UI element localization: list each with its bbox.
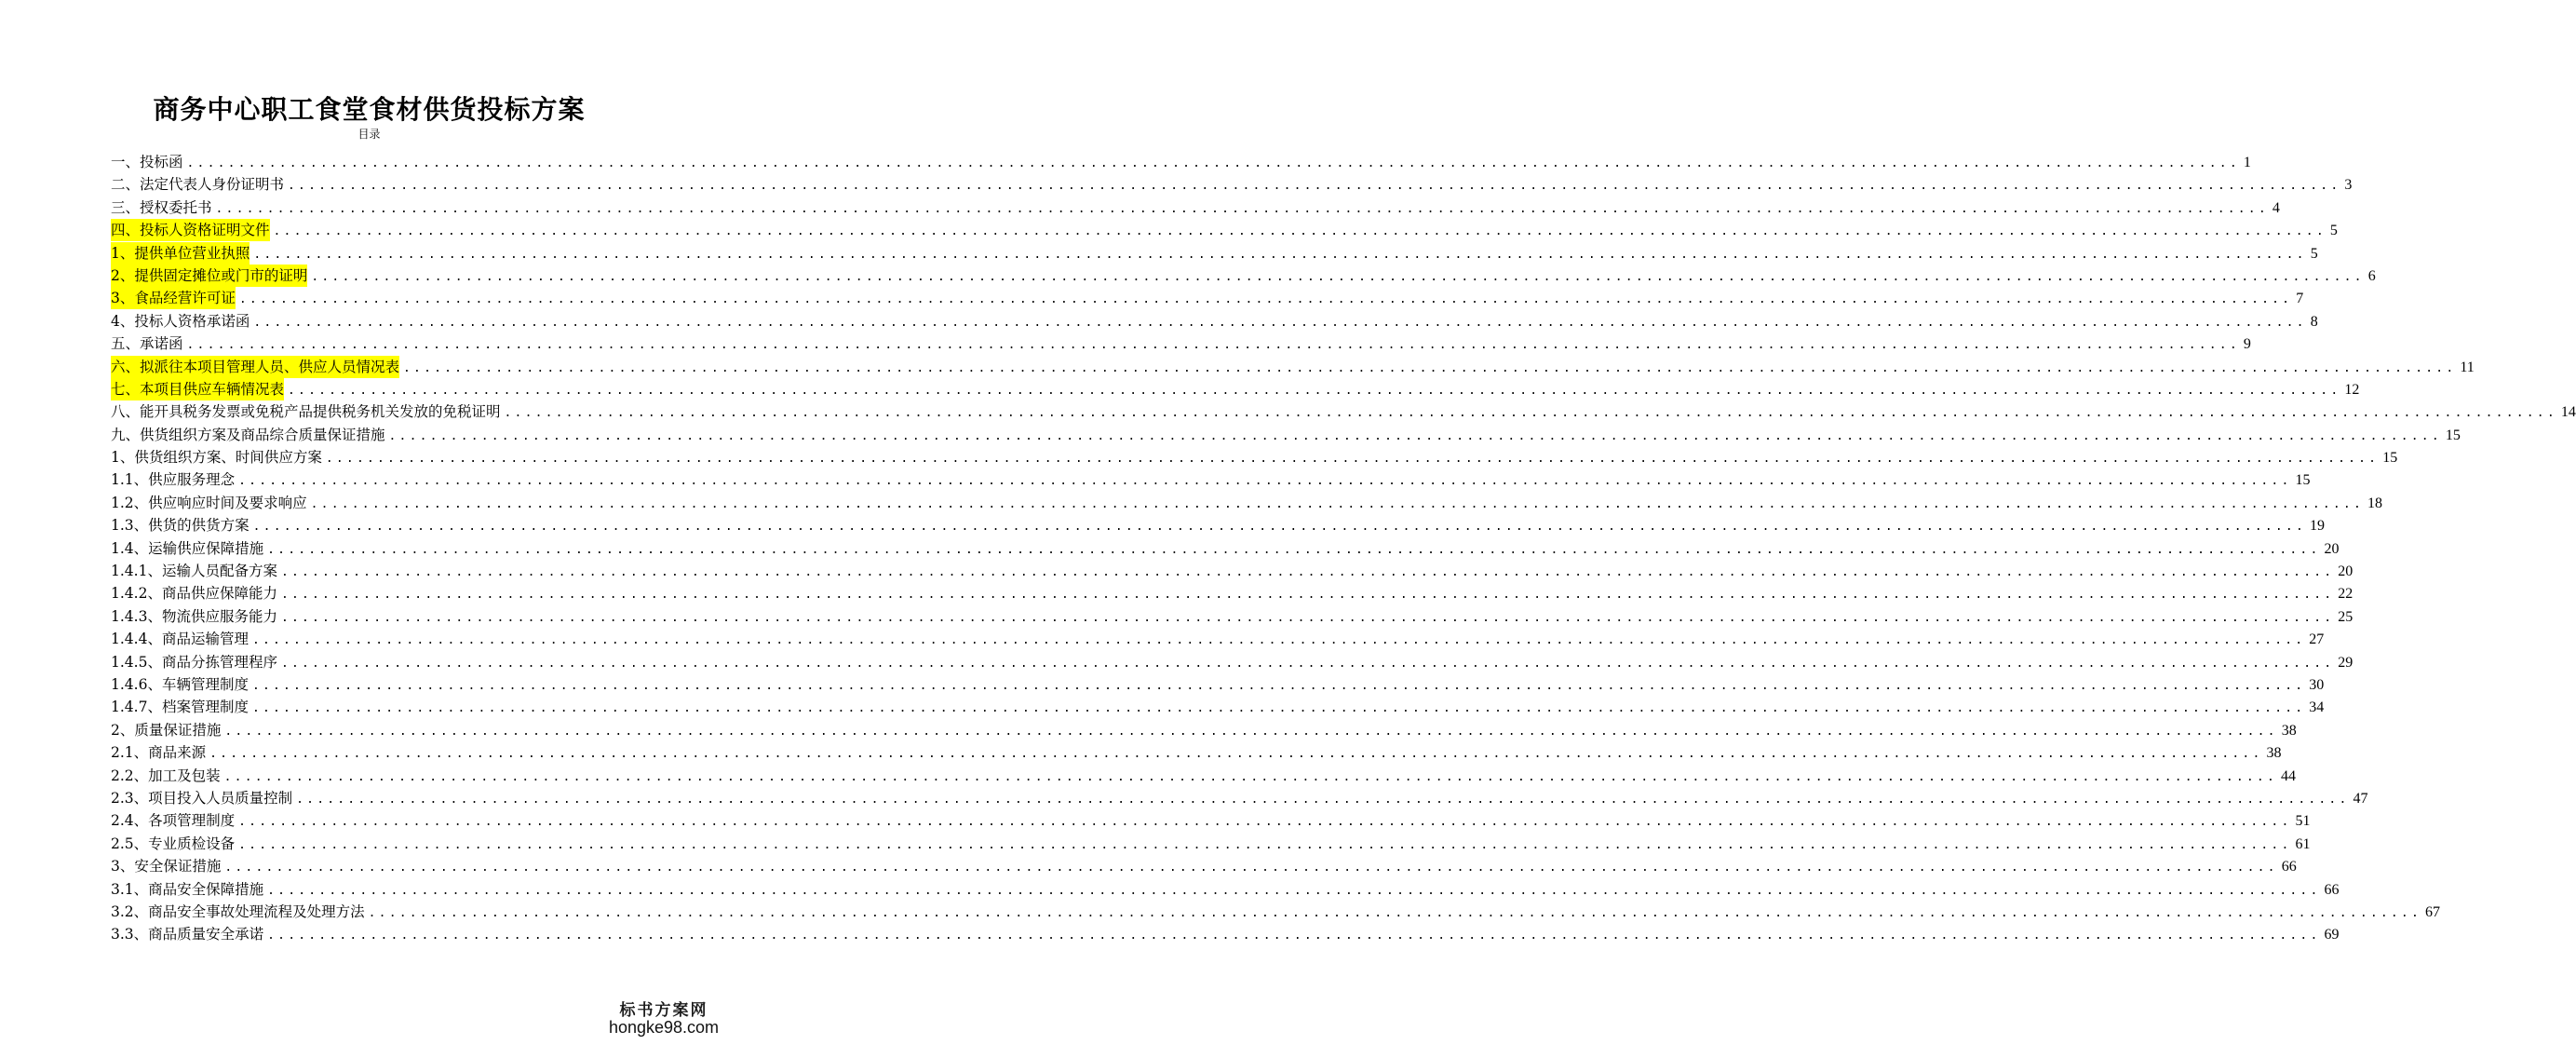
toc-entry[interactable] bbox=[111, 173, 2353, 196]
toc-entry-label: 2.2、加工及包装 bbox=[111, 767, 221, 784]
toc-entry-page: 69 bbox=[2324, 927, 2340, 943]
toc-leader-dots: ........................................................................................................................................................................................................ bbox=[223, 769, 2277, 784]
toc-entry[interactable] bbox=[111, 265, 2376, 287]
toc-leader-dots: ........................................................................................................................................................................................................ bbox=[224, 861, 2278, 875]
toc-leader-dots: ........................................................................................................................................................................................................ bbox=[238, 815, 2292, 830]
toc-entry[interactable] bbox=[111, 492, 2382, 514]
toc-entry[interactable] bbox=[111, 787, 2368, 809]
toc-entry-label: 3.1、商品安全保障措施 bbox=[111, 880, 264, 898]
toc-entry-label: 2.3、项目投入人员质量控制 bbox=[111, 789, 293, 807]
toc-leader-dots: ........................................................................................................................................................................................................ bbox=[368, 905, 2421, 920]
toc-leader-dots: ........................................................................................................................................................................................................ bbox=[186, 338, 2240, 353]
toc-leader-dots: ........................................................................................................................................................................................................ bbox=[253, 315, 2307, 330]
watermark bbox=[603, 997, 724, 1038]
toc-entry-page: 19 bbox=[2310, 518, 2325, 535]
toc-entry[interactable] bbox=[111, 197, 2280, 219]
toc-entry-page: 61 bbox=[2295, 835, 2311, 852]
toc-entry-label: 六、拟派往本项目管理人员、供应人员情况表 bbox=[111, 356, 399, 378]
toc-entry-page: 4 bbox=[2272, 199, 2280, 216]
toc-entry-label: 1、供货组织方案、时间供应方案 bbox=[111, 449, 322, 467]
toc-heading: 目录 bbox=[357, 128, 381, 141]
toc-entry[interactable] bbox=[111, 833, 2311, 855]
toc-leader-dots: ........................................................................................................................................................................................................ bbox=[267, 929, 2321, 943]
toc-entry-label: 1.1、供应服务理念 bbox=[111, 471, 236, 489]
toc-entry-label: 1.3、供货的供货方案 bbox=[111, 517, 250, 535]
toc-leader-dots: ........................................................................................................................................................................................................ bbox=[251, 633, 2306, 648]
toc-entry-label: 七、本项目供应车辆情况表 bbox=[111, 378, 284, 400]
toc-entry-page: 15 bbox=[2445, 427, 2461, 443]
toc-leader-dots: ........................................................................................................................................................................................................ bbox=[238, 292, 2293, 307]
toc-leader-dots: ........................................................................................................................................................................................................ bbox=[311, 269, 2365, 284]
toc-entry-page: 67 bbox=[2425, 903, 2440, 920]
toc-entry[interactable] bbox=[111, 673, 2325, 696]
toc-entry[interactable] bbox=[111, 855, 2297, 877]
toc-entry-label: 3、食品经营许可证 bbox=[111, 287, 236, 309]
toc-entry-page: 14 bbox=[2560, 404, 2576, 421]
toc-entry[interactable] bbox=[111, 741, 2282, 764]
toc-entry-page: 18 bbox=[2367, 495, 2382, 511]
watermark-site-url: hongke98.com bbox=[608, 1018, 720, 1037]
toc-entry-page: 20 bbox=[2324, 540, 2340, 557]
toc-entry-page: 25 bbox=[2338, 608, 2353, 625]
toc-entry[interactable] bbox=[111, 446, 2398, 468]
toc-leader-dots: ........................................................................................................................................................................................................ bbox=[325, 452, 2380, 467]
toc-entry-page: 3 bbox=[2344, 177, 2353, 194]
toc-entry-page: 47 bbox=[2353, 790, 2368, 807]
toc-leader-dots: ........................................................................................................................................................................................................ bbox=[280, 610, 2335, 625]
toc-entry[interactable] bbox=[111, 400, 2576, 423]
toc-leader-dots: ........................................................................................................................................................................................................ bbox=[251, 678, 2306, 693]
toc-entry-page: 30 bbox=[2309, 676, 2325, 693]
toc-entry-label: 2.1、商品来源 bbox=[111, 744, 207, 762]
toc-entry[interactable] bbox=[111, 628, 2325, 650]
toc-entry-page: 38 bbox=[2266, 745, 2282, 762]
toc-entry-label: 二、法定代表人身份证明书 bbox=[111, 176, 285, 194]
toc-entry[interactable] bbox=[111, 310, 2318, 332]
toc-entry-label: 1.4.2、商品供应保障能力 bbox=[111, 585, 277, 603]
toc-entry[interactable] bbox=[111, 332, 2251, 355]
toc-leader-dots: ........................................................................................................................................................................................................ bbox=[280, 588, 2335, 603]
toc-leader-dots: ........................................................................................................................................................................................................ bbox=[209, 747, 2263, 762]
toc-entry-label: 4、投标人资格承诺函 bbox=[111, 312, 250, 330]
toc-entry[interactable] bbox=[111, 514, 2325, 536]
toc-entry[interactable] bbox=[111, 219, 2338, 241]
toc-leader-dots: ........................................................................................................................................................................................................ bbox=[224, 724, 2278, 739]
toc-entry-page: 38 bbox=[2281, 722, 2297, 739]
toc-leader-dots: ........................................................................................................................................................................................................ bbox=[253, 247, 2307, 262]
toc-leader-dots: ........................................................................................................................................................................................................ bbox=[238, 474, 2292, 489]
toc-entry-label: 1.4.7、档案管理制度 bbox=[111, 699, 249, 716]
toc-entry-label: 1、提供单位营业执照 bbox=[111, 242, 250, 265]
toc-leader-dots: ........................................................................................................................................................................................................ bbox=[310, 496, 2364, 511]
toc-leader-dots: ........................................................................................................................................................................................................ bbox=[388, 428, 2442, 443]
toc-entry-page: 5 bbox=[2310, 245, 2318, 262]
toc-entry[interactable] bbox=[111, 651, 2353, 673]
toc-entry[interactable] bbox=[111, 424, 2461, 446]
toc-entry[interactable] bbox=[111, 809, 2311, 832]
toc-entry-label: 一、投标函 bbox=[111, 154, 183, 170]
toc-entry[interactable] bbox=[111, 923, 2340, 945]
toc-leader-dots: ........................................................................................................................................................................................................ bbox=[238, 837, 2292, 852]
toc-entry-page: 34 bbox=[2309, 699, 2325, 716]
toc-leader-dots: ........................................................................................................................................................................................................ bbox=[215, 201, 2269, 216]
toc-entry-page: 1 bbox=[2243, 155, 2251, 170]
table-of-contents bbox=[111, 151, 2576, 946]
toc-entry-label: 八、能开具税务发票或免税产品提供税务机关发放的免税证明 bbox=[111, 403, 501, 421]
toc-entry-page: 66 bbox=[2324, 881, 2340, 898]
toc-entry-page: 29 bbox=[2338, 654, 2353, 671]
toc-entry-label: 3.3、商品质量安全承诺 bbox=[111, 926, 264, 943]
toc-entry-label: 1.4.1、运输人员配备方案 bbox=[111, 563, 277, 580]
toc-entry-page: 51 bbox=[2295, 813, 2311, 830]
toc-leader-dots: ........................................................................................................................................................................................................ bbox=[288, 179, 2341, 194]
toc-leader-dots: ........................................................................................................................................................................................................ bbox=[252, 520, 2306, 535]
toc-entry[interactable] bbox=[111, 765, 2296, 787]
watermark-site-name: 标书方案网 bbox=[619, 1001, 708, 1020]
toc-entry[interactable] bbox=[111, 901, 2440, 923]
toc-entry[interactable] bbox=[111, 151, 2251, 173]
toc-entry-label: 三、授权委托书 bbox=[111, 198, 212, 216]
toc-leader-dots: ........................................................................................................................................................................................................ bbox=[288, 383, 2341, 398]
toc-entry[interactable] bbox=[111, 242, 2318, 265]
toc-leader-dots: ........................................................................................................................................................................................................ bbox=[186, 156, 2240, 170]
toc-leader-dots: ........................................................................................................................................................................................................ bbox=[504, 406, 2557, 421]
toc-entry[interactable] bbox=[111, 378, 2360, 400]
toc-leader-dots: ........................................................................................................................................................................................................ bbox=[403, 360, 2457, 375]
toc-entry[interactable] bbox=[111, 878, 2340, 901]
toc-entry-label: 1.4.3、物流供应服务能力 bbox=[111, 607, 277, 625]
toc-leader-dots: ........................................................................................................................................................................................................ bbox=[296, 792, 2350, 807]
toc-entry-label: 九、供货组织方案及商品综合质量保证措施 bbox=[111, 426, 385, 443]
toc-entry-label: 2.4、各项管理制度 bbox=[111, 812, 236, 830]
toc-entry-page: 11 bbox=[2460, 359, 2475, 375]
toc-entry-label: 2、质量保证措施 bbox=[111, 721, 222, 739]
toc-entry-label: 1.4.5、商品分拣管理程序 bbox=[111, 653, 277, 671]
toc-entry-label: 2、提供固定摊位或门市的证明 bbox=[111, 265, 307, 287]
toc-entry[interactable] bbox=[111, 696, 2325, 718]
toc-entry-page: 44 bbox=[2281, 767, 2296, 784]
toc-leader-dots: ........................................................................................................................................................................................................ bbox=[267, 542, 2321, 557]
toc-entry-page: 5 bbox=[2329, 223, 2338, 239]
toc-entry-label: 3.2、商品安全事故处理流程及处理方法 bbox=[111, 902, 365, 920]
toc-entry-label: 3、安全保证措施 bbox=[111, 858, 222, 875]
toc-entry[interactable] bbox=[111, 719, 2297, 741]
toc-entry-label: 1.2、供应响应时间及要求响应 bbox=[111, 494, 307, 511]
toc-entry-page: 22 bbox=[2338, 586, 2353, 603]
toc-entry-label: 1.4.4、商品运输管理 bbox=[111, 631, 249, 648]
toc-entry-page: 66 bbox=[2281, 859, 2297, 875]
toc-entry-label: 1.4.6、车辆管理制度 bbox=[111, 675, 249, 693]
toc-entry[interactable] bbox=[111, 468, 2311, 491]
toc-entry[interactable] bbox=[111, 605, 2353, 628]
toc-entry-label: 五、承诺函 bbox=[111, 335, 183, 353]
toc-entry-page: 8 bbox=[2310, 313, 2318, 330]
toc-entry[interactable] bbox=[111, 287, 2304, 309]
toc-leader-dots: ........................................................................................................................................................................................................ bbox=[251, 701, 2306, 716]
toc-entry-label: 2.5、专业质检设备 bbox=[111, 835, 236, 852]
toc-leader-dots: ........................................................................................................................................................................................................ bbox=[273, 224, 2326, 239]
toc-entry-page: 15 bbox=[2295, 472, 2311, 489]
document-title: 商务中心职工食堂食材供货投标方案 bbox=[153, 94, 586, 125]
toc-entry[interactable] bbox=[111, 537, 2340, 560]
toc-entry[interactable] bbox=[111, 356, 2475, 378]
toc-entry-page: 6 bbox=[2367, 267, 2376, 284]
toc-entry-page: 20 bbox=[2338, 563, 2353, 580]
toc-entry[interactable] bbox=[111, 582, 2353, 604]
toc-entry-page: 7 bbox=[2296, 291, 2304, 307]
toc-entry[interactable] bbox=[111, 560, 2353, 582]
toc-entry-page: 12 bbox=[2344, 381, 2360, 398]
toc-entry-page: 9 bbox=[2243, 336, 2251, 353]
toc-entry-page: 15 bbox=[2382, 450, 2398, 467]
toc-entry-label: 1.4、运输供应保障措施 bbox=[111, 539, 264, 557]
toc-entry-page: 27 bbox=[2309, 631, 2325, 648]
toc-leader-dots: ........................................................................................................................................................................................................ bbox=[280, 565, 2335, 580]
toc-leader-dots: ........................................................................................................................................................................................................ bbox=[267, 883, 2321, 898]
toc-entry-label: 四、投标人资格证明文件 bbox=[111, 219, 270, 241]
toc-leader-dots: ........................................................................................................................................................................................................ bbox=[280, 656, 2335, 671]
